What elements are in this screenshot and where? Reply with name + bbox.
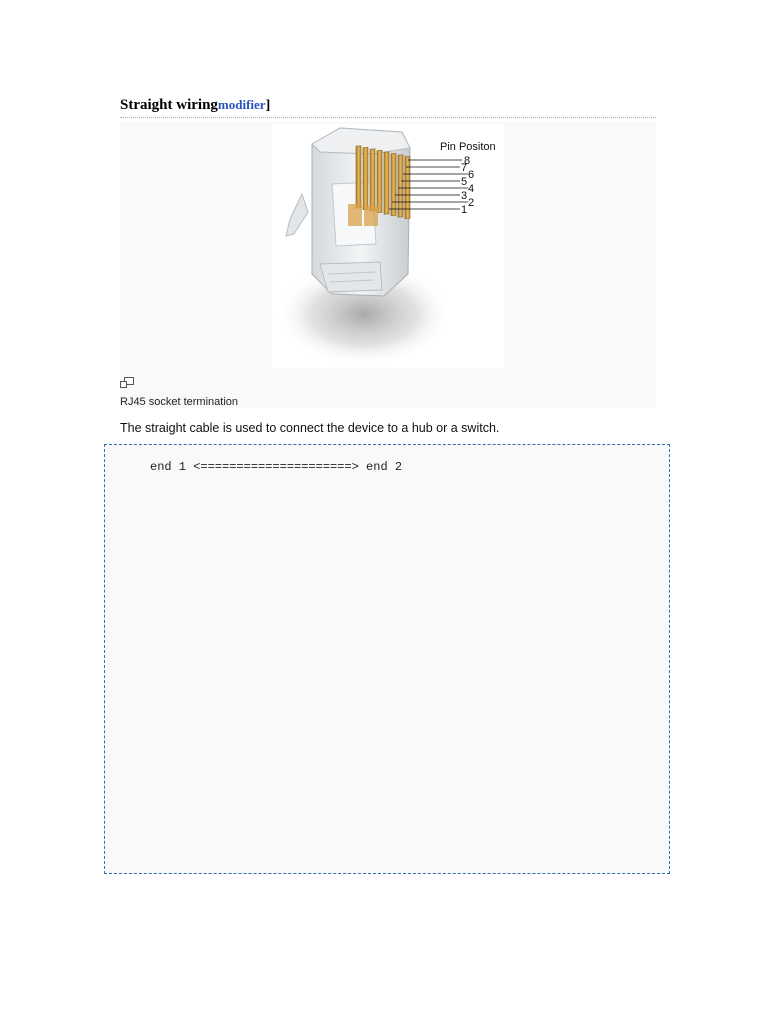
enlarge-icon[interactable] xyxy=(120,375,134,386)
pin-label-7: 7 xyxy=(461,162,468,174)
code-block xyxy=(104,444,670,874)
pin-label-5: 5 xyxy=(461,176,468,188)
rj45-connector-illustration xyxy=(272,124,504,368)
pin-label-3: 3 xyxy=(461,190,468,202)
pin-label-8: 8 xyxy=(464,155,471,167)
edit-section-link[interactable]: modifier xyxy=(217,97,266,112)
pin-label-6: 6 xyxy=(468,169,475,181)
body-paragraph: The straight cable is used to connect the device to a hub or a switch. xyxy=(120,421,500,435)
pin-label-1: 1 xyxy=(461,204,468,216)
pin-label-4: 4 xyxy=(468,183,475,195)
pin-label-2: 2 xyxy=(468,197,475,209)
code-text: end 1 <=====================> end 2 xyxy=(150,460,403,474)
heading-bracket: ] xyxy=(265,98,271,113)
figure-caption: RJ45 socket termination xyxy=(120,396,238,408)
pin-position-label: Pin Positon xyxy=(440,141,496,153)
figure-thumbnail xyxy=(120,122,656,408)
section-title: Straight wiring xyxy=(120,97,218,113)
section-heading xyxy=(120,95,656,118)
rj45-connector-image[interactable] xyxy=(272,124,504,368)
